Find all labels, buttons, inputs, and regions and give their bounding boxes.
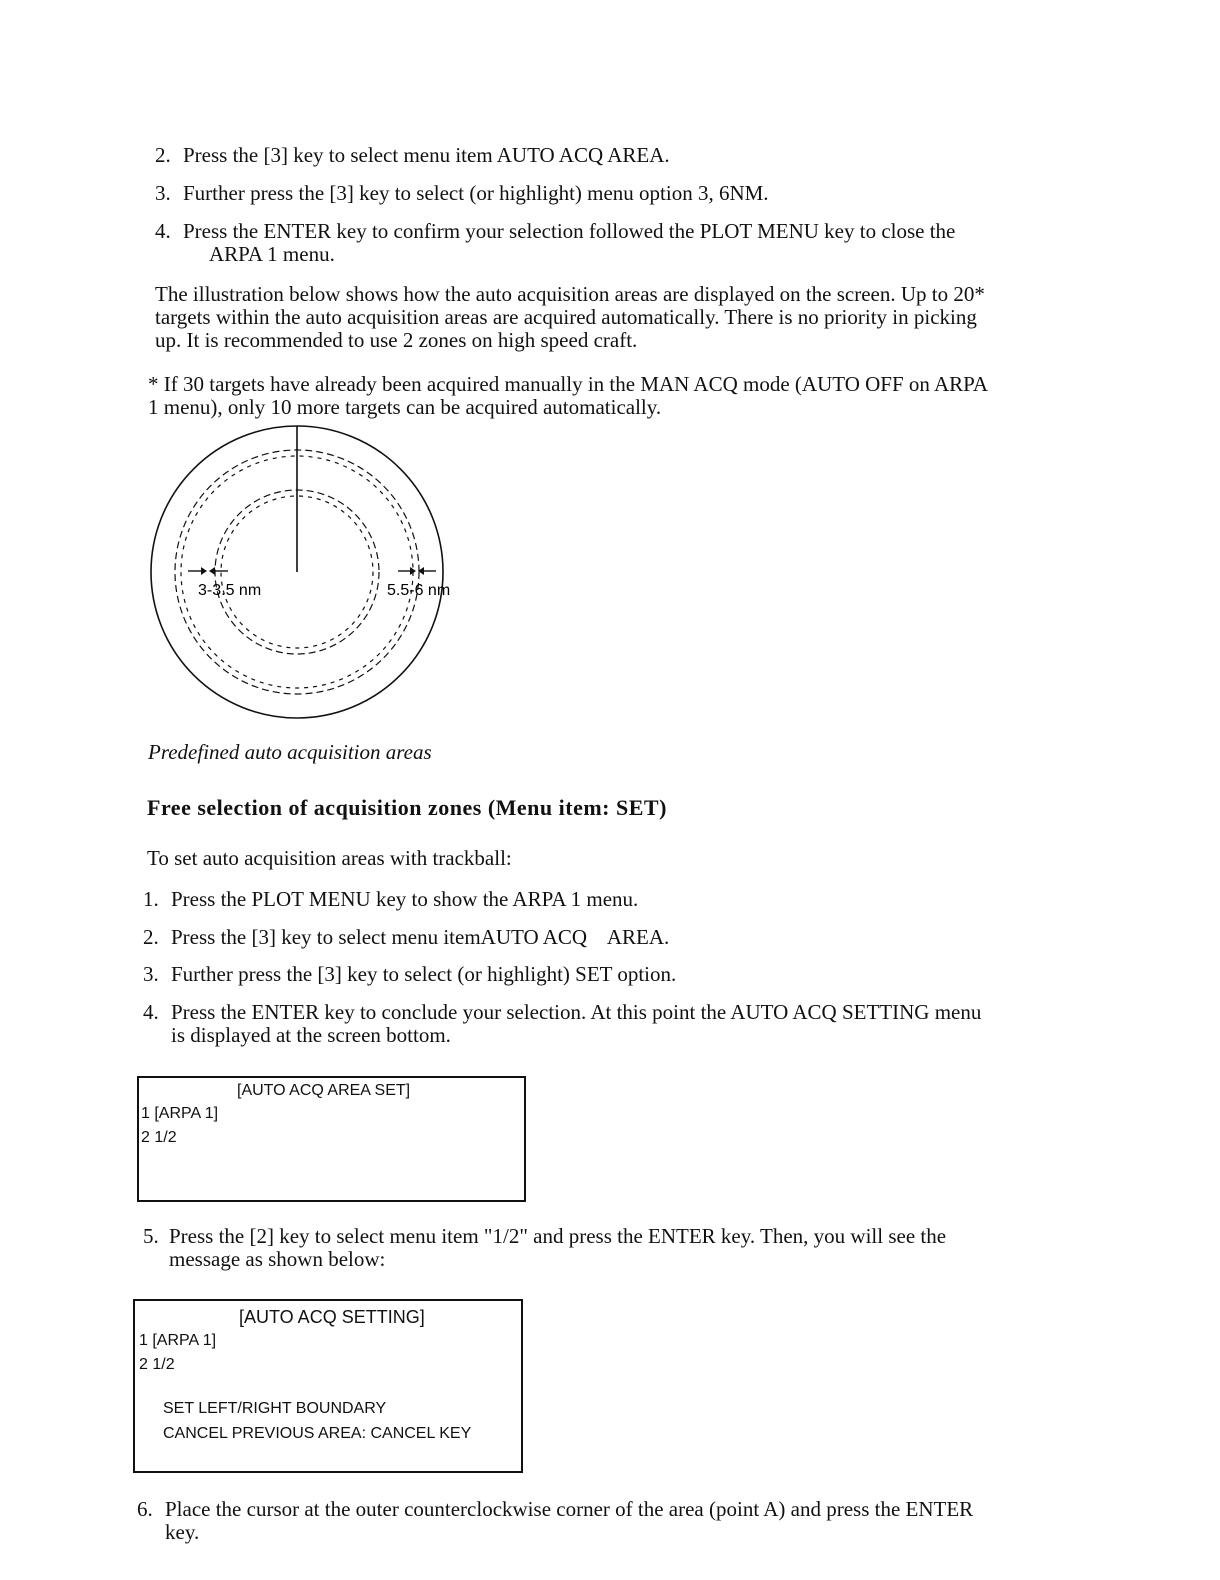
- step-2: [143, 925, 1143, 951]
- section-heading: Free selection of acquisition zones (Menu item: SET): [147, 795, 667, 820]
- acquisition-areas-diagram: [140, 420, 470, 730]
- step-text: Further press the [3] key to select (or highlight) menu option 3, 6NM.: [183, 181, 769, 205]
- step-text-line1: Press the [2] key to select menu item "1/2" and press the ENTER key. Then, you will see the: [169, 1224, 947, 1248]
- diagram-caption: Predefined auto acquisition areas: [148, 740, 432, 764]
- step-6: [137, 1497, 1137, 1547]
- intro-text: To set auto acquisition areas with trackball:: [147, 846, 512, 870]
- step-number: 3.: [143, 962, 159, 986]
- menu-title: [AUTO ACQ AREA SET]: [237, 1082, 411, 1099]
- step-text-line2: message as shown below:: [169, 1247, 386, 1271]
- illustration-paragraph: [155, 283, 1115, 352]
- menu-title: [AUTO ACQ SETTING]: [239, 1307, 425, 1327]
- para-line: targets within the auto acquisition areas are acquired automatically. There is no priority in picking: [155, 305, 977, 329]
- boundary-message: SET LEFT/RIGHT BOUNDARY: [163, 1400, 387, 1417]
- step-3: [143, 962, 1143, 988]
- footnote: [148, 373, 1108, 419]
- step-number: 6.: [137, 1497, 153, 1521]
- step-2-top: [155, 143, 1155, 169]
- step-3-top: [155, 181, 1155, 207]
- step-text-line1: Press the ENTER key to conclude your selection. At this point the AUTO ACQ SETTING menu: [171, 1000, 982, 1024]
- step-number: 4.: [155, 219, 171, 243]
- para-line: up. It is recommended to use 2 zones on high speed craft.: [155, 328, 638, 352]
- footnote-line: * If 30 targets have already been acquired manually in the MAN ACQ mode (AUTO OFF on ARPA: [148, 372, 989, 396]
- step-number: 5.: [143, 1224, 159, 1248]
- para-line: The illustration below shows how the auto acquisition areas are displayed on the screen. Up to 20*: [155, 282, 985, 306]
- step-text-line2: key.: [165, 1520, 200, 1544]
- step-text: Press the [3] key to select menu itemAUTO ACQ AREA.: [171, 925, 670, 949]
- step-text: Press the PLOT MENU key to show the ARPA 1 menu.: [171, 887, 639, 911]
- menu-item-arpa: 1 [ARPA 1]: [139, 1332, 217, 1349]
- step-number: 2.: [155, 143, 171, 167]
- step-text-line2: is displayed at the screen bottom.: [171, 1023, 451, 1047]
- arrowhead-icon: [201, 567, 207, 575]
- step-number: 1.: [143, 887, 159, 911]
- cancel-message: CANCEL PREVIOUS AREA: CANCEL KEY: [163, 1425, 472, 1442]
- step-number: 4.: [143, 1000, 159, 1024]
- menu-item-half: 2 1/2: [141, 1129, 177, 1146]
- step-text-line1: Place the cursor at the outer counterclockwise corner of the area (point A) and press the ENTER: [165, 1497, 974, 1521]
- menu-item-arpa: 1 [ARPA 1]: [141, 1105, 219, 1122]
- auto-acq-setting-menu: [133, 1299, 523, 1473]
- arrowhead-icon: [209, 567, 215, 575]
- step-4-top: [155, 219, 1155, 269]
- menu-item-half: 2 1/2: [139, 1356, 175, 1373]
- step-text-line1: Press the ENTER key to confirm your selection followed the PLOT MENU key to close the: [183, 219, 956, 243]
- step-text-line2: ARPA 1 menu.: [209, 242, 335, 266]
- step-number: 2.: [143, 925, 159, 949]
- auto-acq-area-set-menu: [137, 1076, 526, 1202]
- step-number: 3.: [155, 181, 171, 205]
- footnote-line: 1 menu), only 10 more targets can be acquired automatically.: [148, 395, 662, 419]
- step-1: [143, 887, 1143, 913]
- inner-zone-label: 3-3.5 nm: [198, 582, 262, 599]
- outer-zone-label: 5.5-6 nm: [387, 582, 451, 599]
- step-text: Further press the [3] key to select (or highlight) SET option.: [171, 962, 677, 986]
- step-4: [143, 1000, 1143, 1050]
- step-5: [143, 1224, 1143, 1274]
- step-text: Press the [3] key to select menu item AUTO ACQ AREA.: [183, 143, 670, 167]
